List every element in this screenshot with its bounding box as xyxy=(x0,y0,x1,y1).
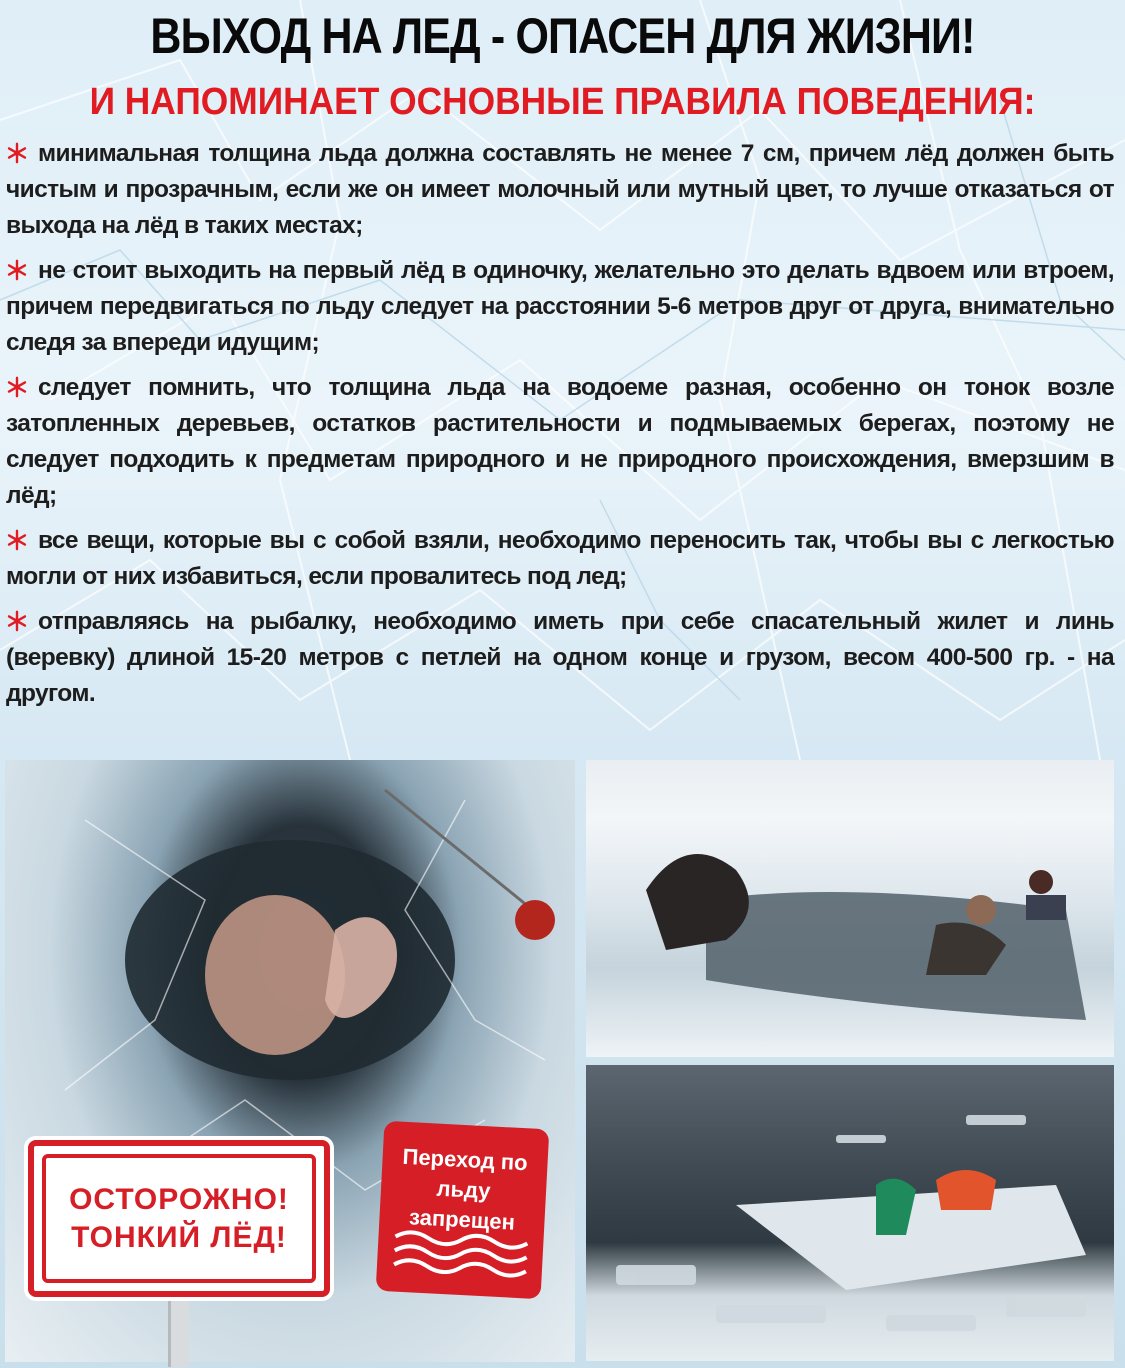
rule-item xyxy=(6,523,1114,595)
rule-text: следует помнить, что толщина льда на водоеме разная, особенно он тонок возле затопленных деревьев, остатков растительности и подмываемых берегах, поэтому не следует подходить к предметам природного и не природного происхождения, вмерзшим в лёд; xyxy=(6,374,1114,509)
snowflake-icon xyxy=(6,529,28,551)
photo-rescue-on-ice-floe xyxy=(586,1065,1114,1361)
poster-subtitle: И НАПОМИНАЕТ ОСНОВНЫЕ ПРАВИЛА ПОВЕДЕНИЯ: xyxy=(89,81,1036,123)
rule-item xyxy=(6,370,1114,514)
rule-text: отправляясь на рыбалку, необходимо иметь при себе спасательный жилет и линь (веревку) длиной 15-20 метров с петлей на одном конце и грузом, весом 400-500 гр. - на другом. xyxy=(6,608,1114,707)
snowflake-icon xyxy=(6,376,28,398)
thin-ice-warning-frame xyxy=(42,1154,316,1283)
rule-item xyxy=(6,253,1114,361)
rule-item xyxy=(6,604,1114,712)
photo-people-in-ice-hole xyxy=(586,760,1114,1057)
sign-post xyxy=(168,1297,189,1367)
poster-title: ВЫХОД НА ЛЕД - ОПАСЕН ДЛЯ ЖИЗНИ! xyxy=(150,8,975,64)
prohibition-text: Переход по льду запрещен xyxy=(402,1143,529,1235)
warning-line-1: ОСТОРОЖНО! xyxy=(69,1182,289,1216)
rules-list xyxy=(6,136,1114,721)
ice-crossing-prohibited-sign xyxy=(376,1121,550,1299)
water-waves-icon xyxy=(392,1226,529,1278)
snowflake-icon xyxy=(6,142,28,164)
snowflake-icon xyxy=(6,610,28,632)
rule-text: минимальная толщина льда должна составлять не менее 7 см, причем лёд должен быть чистым и прозрачным, если же он имеет молочный или мутный цвет, то лучше отказаться от выхода на лёд в таких местах; xyxy=(6,140,1114,239)
snowflake-icon xyxy=(6,259,28,281)
rule-text: все вещи, которые вы с собой взяли, необходимо переносить так, чтобы вы с легкостью могли от них избавиться, если провалитесь под лед; xyxy=(6,527,1114,590)
warning-line-2: ТОНКИЙ ЛЁД! xyxy=(71,1220,287,1254)
thin-ice-warning-sign xyxy=(28,1140,330,1297)
rule-item xyxy=(6,136,1114,244)
rule-text: не стоит выходить на первый лёд в одиночку, желательно это делать вдвоем или втроем, причем передвигаться по льду следует на расстоянии 5-6 метров друг от друга, внимательно следя за впереди идущим; xyxy=(6,257,1114,356)
